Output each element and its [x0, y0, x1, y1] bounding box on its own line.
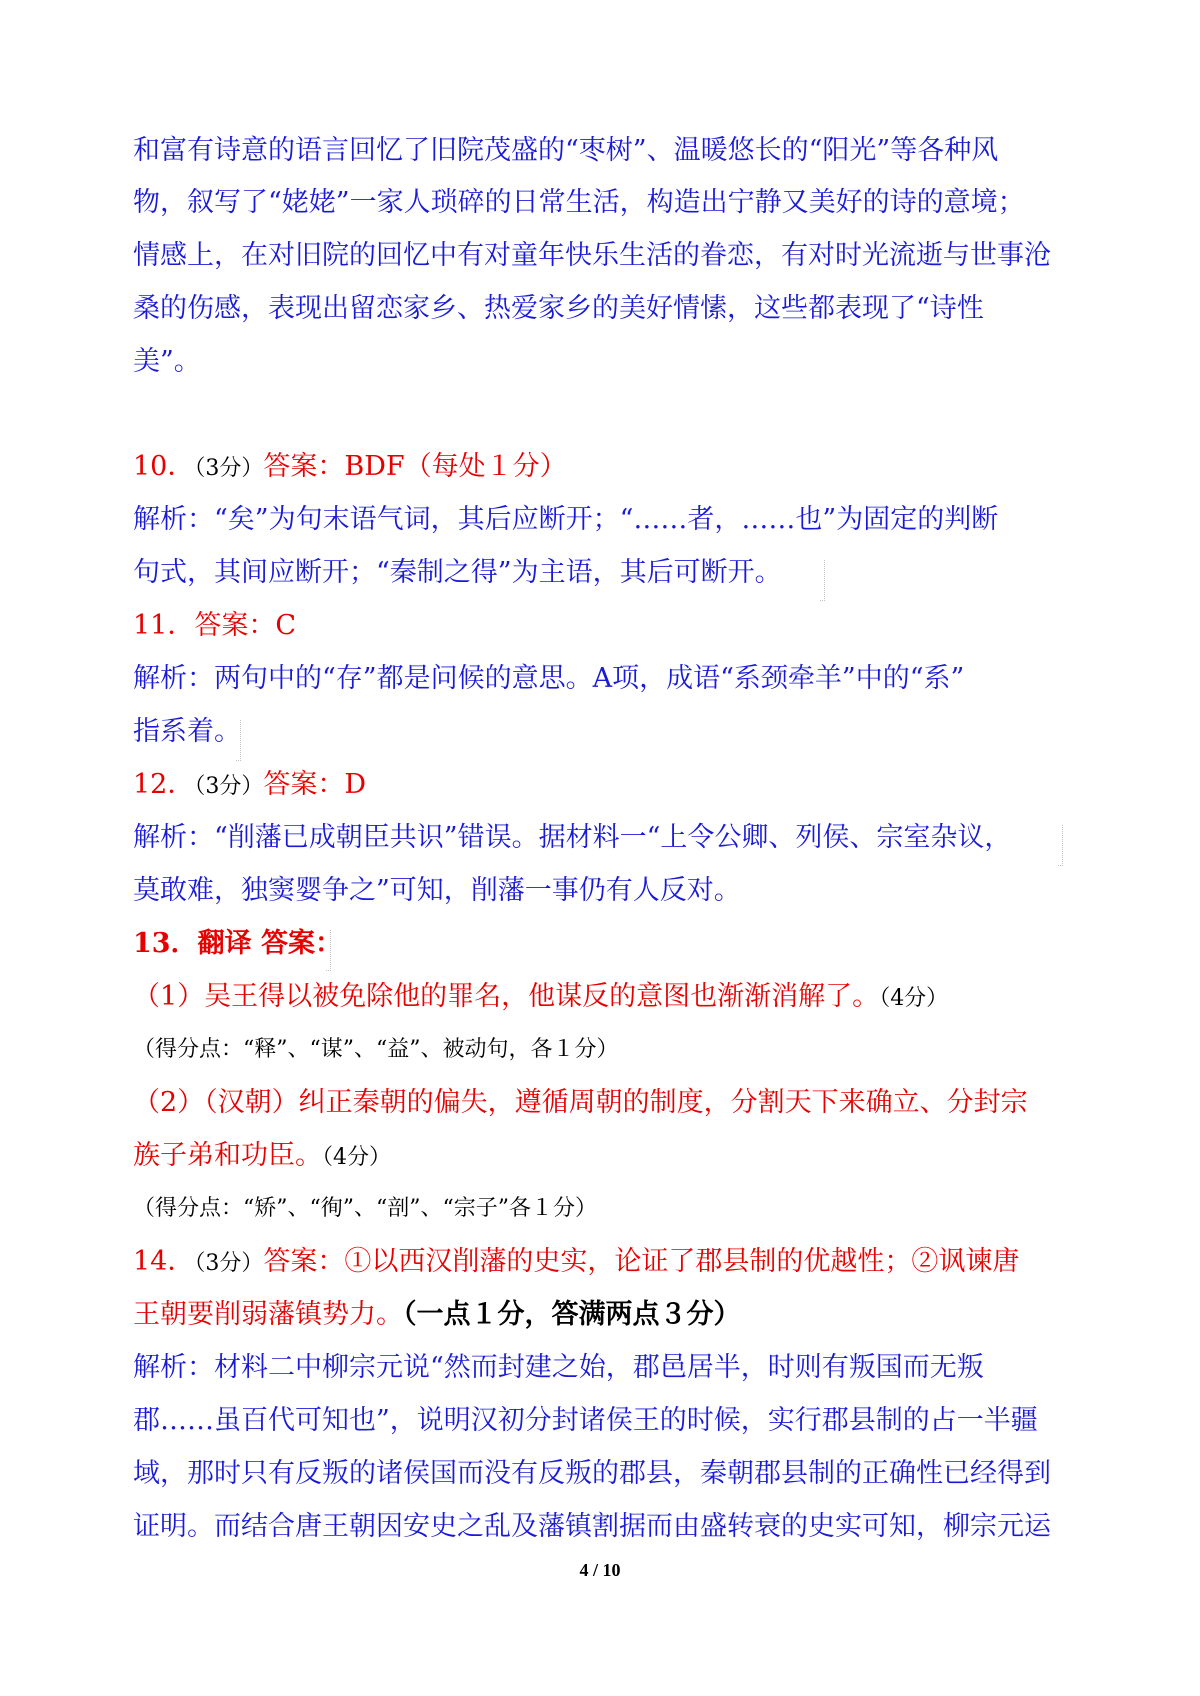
para-line-4: 桑的伤感，表现出留恋家乡、热爱家乡的美好情愫，这些都表现了“诗性	[133, 293, 984, 324]
q14-analysis-line-3: 域，那时只有反叛的诸侯国而没有反叛的郡县，秦朝郡县制的正确性已经得到	[133, 1458, 1051, 1489]
q14-number: 14．	[133, 1246, 195, 1277]
q12-answer-line	[133, 767, 366, 805]
q10-number: 10．	[133, 451, 195, 482]
q13-translation-2-text: 族子弟和功臣。	[133, 1140, 322, 1171]
q13-translation-1: （1）吴王得以被免除他的罪名，他谋反的意图也渐渐消解了。	[133, 981, 880, 1012]
q10-analysis-line-2: 句式，其间应断开；“秦制之得”为主语，其后可断开。	[133, 557, 782, 588]
edit-mark	[236, 720, 241, 761]
q14-answer-part-1: 答案：①以西汉削藩的史实，论证了郡县制的优越性；②讽谏唐	[263, 1246, 1020, 1277]
q13-translation-1-points: （得分点：“释”、“谋”、“益”、被动句，各１分）	[133, 1037, 619, 1062]
q12-answer: 答案：D	[263, 769, 367, 800]
q10-score: （3分）	[194, 456, 264, 481]
edit-mark	[820, 560, 825, 601]
q14-analysis-line-4: 证明。而结合唐王朝因安史之乱及藩镇割据而由盛转衰的史实可知，柳宗元运	[133, 1511, 1051, 1542]
q13-translation-2-line-1: （2）（汉朝）纠正秦朝的偏失，遵循周朝的制度，分割天下来确立、分封宗	[133, 1087, 1028, 1118]
q13-translation-2-points: （得分点：“矫”、“徇”、“剖”、“宗子”各１分）	[133, 1196, 597, 1221]
q13-translation-2-line-2	[133, 1138, 391, 1176]
q10-analysis-line-1: 解析：“矣”为句末语气词，其后应断开；“……者，……也”为固定的判断	[133, 504, 999, 535]
edit-mark	[326, 930, 331, 971]
q11-answer: 11．答案：C	[133, 610, 297, 641]
q14-answer-line-1	[133, 1244, 1019, 1282]
para-line-3: 情感上，在对旧院的回忆中有对童年快乐生活的眷恋，有对时光流逝与世事沧	[133, 240, 1051, 271]
q13-translation-1-line	[133, 979, 948, 1017]
q13-translation-2-score: （4分）	[322, 1145, 391, 1170]
q13-translation-1-score: （4分）	[879, 986, 949, 1011]
para-line-5: 美”。	[133, 346, 201, 377]
q14-answer-part-2: 王朝要削弱藩镇势力。	[133, 1299, 403, 1330]
q12-number: 12．	[133, 769, 195, 800]
q14-analysis-line-2: 郡……虽百代可知也”，说明汉初分封诸侯王的时候，实行郡县制的占一半疆	[133, 1405, 1038, 1436]
q12-analysis-line-2: 莫敢难，独窦婴争之”可知，削藩一事仍有人反对。	[133, 875, 741, 906]
q14-score: （3分）	[194, 1251, 264, 1276]
q11-analysis-line-1: 解析：两句中的“存”都是问候的意思。A项，成语“系颈牵羊”中的“系”	[133, 663, 965, 694]
q10-answer: 答案：BDF（每处１分）	[263, 451, 567, 482]
q13-heading: 13．翻译 答案：	[133, 928, 342, 959]
q14-analysis-line-1: 解析：材料二中柳宗元说“然而封建之始，郡邑居半，时则有叛国而无叛	[133, 1352, 984, 1383]
q14-answer-note: （一点１分，答满两点３分）	[403, 1299, 741, 1330]
q11-analysis-line-2: 指系着。	[133, 716, 241, 747]
edit-mark	[1058, 825, 1063, 866]
q10-answer-line	[133, 449, 567, 487]
q14-answer-line-2	[133, 1297, 741, 1333]
para-line-1: 和富有诗意的语言回忆了旧院茂盛的“枣树”、温暖悠长的“阳光”等各种风	[133, 135, 999, 166]
q12-score: （3分）	[194, 774, 264, 799]
page-number: 4 / 10	[579, 1560, 621, 1580]
q12-analysis-line-1: 解析：“削藩已成朝臣共识”错误。据材料一“上令公卿、列侯、宗室杂议，	[133, 822, 1012, 853]
para-line-2: 物，叙写了“姥姥”一家人琐碎的日常生活，构造出宁静又美好的诗的意境；	[133, 187, 1025, 218]
